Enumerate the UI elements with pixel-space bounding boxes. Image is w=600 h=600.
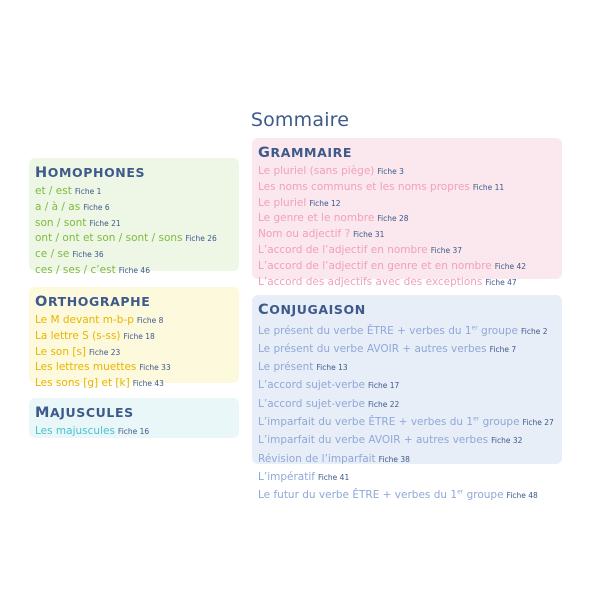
section-heading: HOMOPHONES [35,165,146,181]
toc-item[interactable]: Les sons [g] et [k] Fiche 43 [35,377,164,390]
toc-item[interactable]: son / sont Fiche 21 [35,216,121,229]
toc-item[interactable]: L’imparfait du verbe AVOIR + autres verbes Fiche 32 [258,434,523,447]
toc-item[interactable]: L’accord de l’adjectif en genre et en nombre Fiche 42 [258,259,527,272]
section-heading: CONJUGAISON [258,302,366,318]
toc-item[interactable]: Nom ou adjectif ? Fiche 31 [258,228,385,241]
toc-item[interactable]: L’accord sujet-verbe Fiche 22 [258,397,400,410]
page-title: Sommaire [250,109,350,131]
section-grammaire [252,138,562,288]
toc-item[interactable]: ces / ses / c’est Fiche 46 [35,263,150,276]
toc-item[interactable]: Révision de l’imparfait Fiche 38 [258,452,410,465]
toc-item[interactable]: L’impératif Fiche 41 [258,470,350,483]
section-conjugaison [252,295,562,502]
toc-item[interactable]: Le pluriel Fiche 12 [258,196,341,209]
toc-item[interactable]: et / est Fiche 1 [35,185,102,197]
toc-item[interactable]: Les majuscules Fiche 16 [35,425,150,437]
toc-item[interactable]: Le présent du verbe AVOIR + autres verbes Fiche 7 [258,342,517,355]
toc-item[interactable]: L’accord des adjectifs avec des exceptions Fiche 47 [258,275,517,288]
section-majuscules [29,398,239,438]
section-heading: GRAMMAIRE [258,145,352,161]
section-heading: ORTHOGRAPHE [35,294,151,310]
section-heading: MAJUSCULES [35,405,134,421]
toc-item[interactable]: a / à / as Fiche 6 [35,200,110,213]
toc-item[interactable]: Le M devant m-b-p Fiche 8 [35,314,164,326]
toc-item[interactable]: L’accord sujet-verbe Fiche 17 [258,379,400,392]
toc-item[interactable]: Le présent Fiche 13 [258,361,348,374]
toc-item[interactable]: Le futur du verbe ÊTRE + verbes du 1er groupe Fiche 48 [258,488,538,502]
toc-item[interactable]: Les lettres muettes Fiche 33 [35,361,171,374]
toc-item[interactable]: La lettre S (s-ss) Fiche 18 [35,329,155,342]
section-orthographe [29,287,239,390]
toc-item[interactable]: Le genre et le nombre Fiche 28 [258,212,409,225]
toc-item[interactable]: Le pluriel (sans piège) Fiche 3 [258,165,404,177]
toc-item[interactable]: Le présent du verbe ÊTRE + verbes du 1er groupe Fiche 2 [258,324,548,337]
toc-item[interactable]: ont / ont et son / sont / sons Fiche 26 [35,232,217,245]
toc-item[interactable]: Le son [s] Fiche 23 [35,345,121,358]
section-homophones [29,158,239,276]
toc-item[interactable]: Les noms communs et les noms propres Fiche 11 [258,180,505,193]
toc-item[interactable]: L’imparfait du verbe ÊTRE + verbes du 1er groupe Fiche 27 [258,415,554,428]
toc-item[interactable]: L’accord de l’adjectif en nombre Fiche 37 [258,243,463,256]
toc-item[interactable]: ce / se Fiche 36 [35,248,104,261]
